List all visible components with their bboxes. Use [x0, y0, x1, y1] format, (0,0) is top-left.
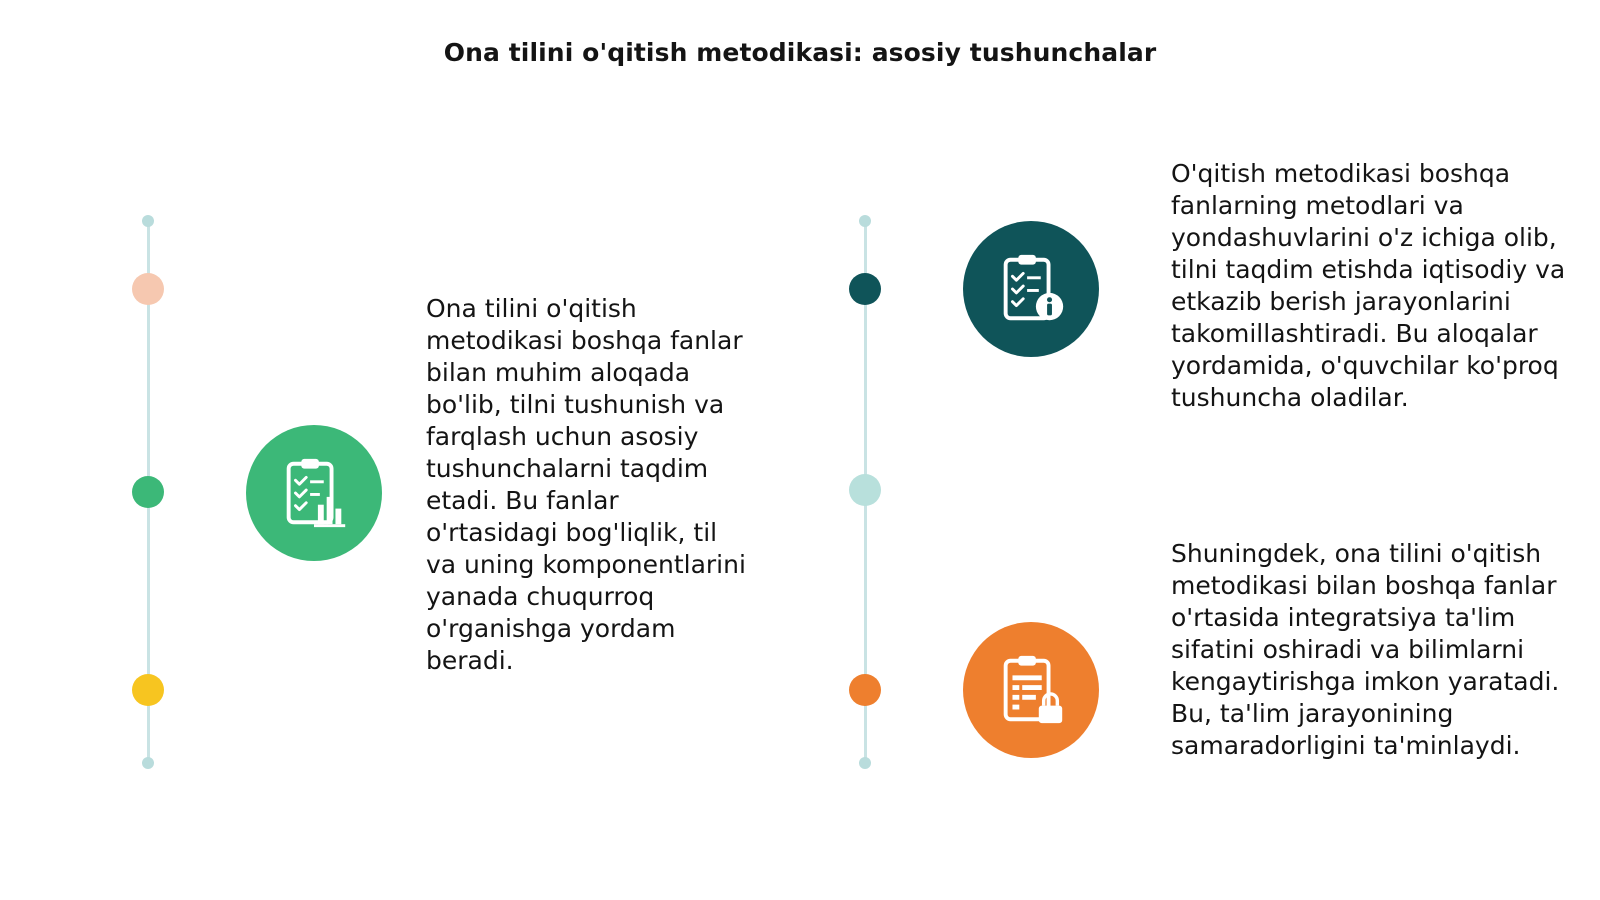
clipboard-info-icon-graphic [992, 250, 1070, 328]
left-description: Ona tilini o'qitish metodikasi boshqa fanlar bilan muhim aloqada bo'lib, tilni tushunish va farqlash uchun asosiy tushunchalarni taqdim etadi. Bu fanlar o'rtasidagi bog'liqlik, til va uning komponentlarini yanada chuqurroq o'rganishga yordam beradi. [426, 294, 746, 675]
left-timeline-yellow-dot [132, 674, 164, 706]
clipboard-chart-icon [246, 425, 382, 561]
left-timeline-bottom-cap [142, 757, 154, 769]
right-timeline-top-cap [859, 215, 871, 227]
right-timeline-light-teal-dot [849, 474, 881, 506]
right-timeline-orange-dot [849, 674, 881, 706]
right-timeline-dark-teal-dot [849, 273, 881, 305]
left-timeline-top-cap [142, 215, 154, 227]
clipboard-lock-icon [963, 622, 1099, 758]
clipboard-lock-icon-graphic [992, 651, 1070, 729]
left-timeline-peach-dot [132, 273, 164, 305]
page-title: Ona tilini o'qitish metodikasi: asosiy tushunchalar [443, 38, 1157, 67]
right-timeline-bottom-cap [859, 757, 871, 769]
right-top-description: O'qitish metodikasi boshqa fanlarning metodlari va yondashuvlarini o'z ichiga olib, tilni taqdim etishda iqtisodiy va etkazib berish jarayonlarini takomillashtiradi. Bu aloqalar yordamida, o'quvchilar ko'proq tushuncha oladilar. [1171, 159, 1566, 412]
left-timeline-green-dot [132, 476, 164, 508]
right-bottom-description: Shuningdek, ona tilini o'qitish metodikasi bilan boshqa fanlar o'rtasida integratsiya ta'lim sifatini oshiradi va bilimlarni kengaytirishga imkon yaratadi. Bu, ta'lim jarayonining samaradorligini ta'minlaydi. [1171, 539, 1560, 760]
clipboard-info-icon [963, 221, 1099, 357]
clipboard-chart-icon-graphic [275, 454, 353, 532]
